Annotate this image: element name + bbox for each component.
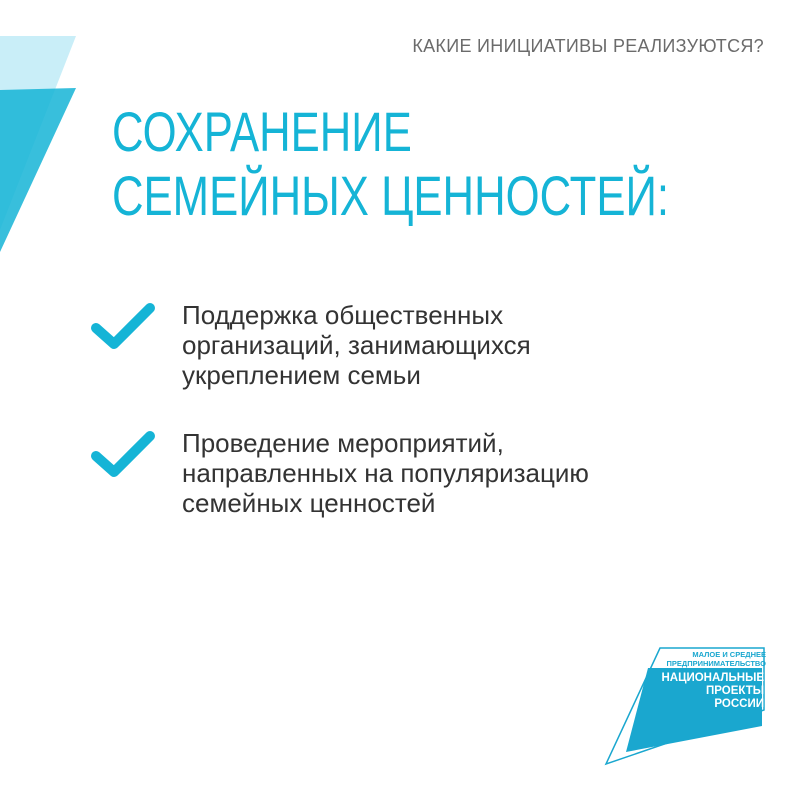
- list-item-text: Поддержка общественных организаций, занимающихся укреплением семьи: [182, 300, 531, 390]
- logo-name: НАЦИОНАЛЬНЫЕ ПРОЕКТЫ РОССИИ: [661, 672, 764, 710]
- checkmark-icon: [88, 300, 158, 356]
- section-kicker: КАКИЕ ИНИЦИАТИВЫ РЕАЛИЗУЮТСЯ?: [412, 36, 764, 56]
- page-title: [112, 100, 669, 228]
- national-projects-logo: [604, 640, 774, 768]
- list-item-text: Проведение мероприятий, направленных на популяризацию семейных ценностей: [182, 428, 589, 518]
- page-title-line-1: СОХРАНЕНИЕ: [112, 100, 412, 163]
- corner-stripes-decoration: [0, 0, 120, 270]
- page-title-line-2: СЕМЕЙНЫХ ЦЕННОСТЕЙ:: [112, 164, 670, 227]
- logo-subtitle: МАЛОЕ И СРЕДНЕЕ ПРЕДПРИНИМАТЕЛЬСТВО: [666, 650, 766, 668]
- checkmark-icon: [88, 428, 158, 484]
